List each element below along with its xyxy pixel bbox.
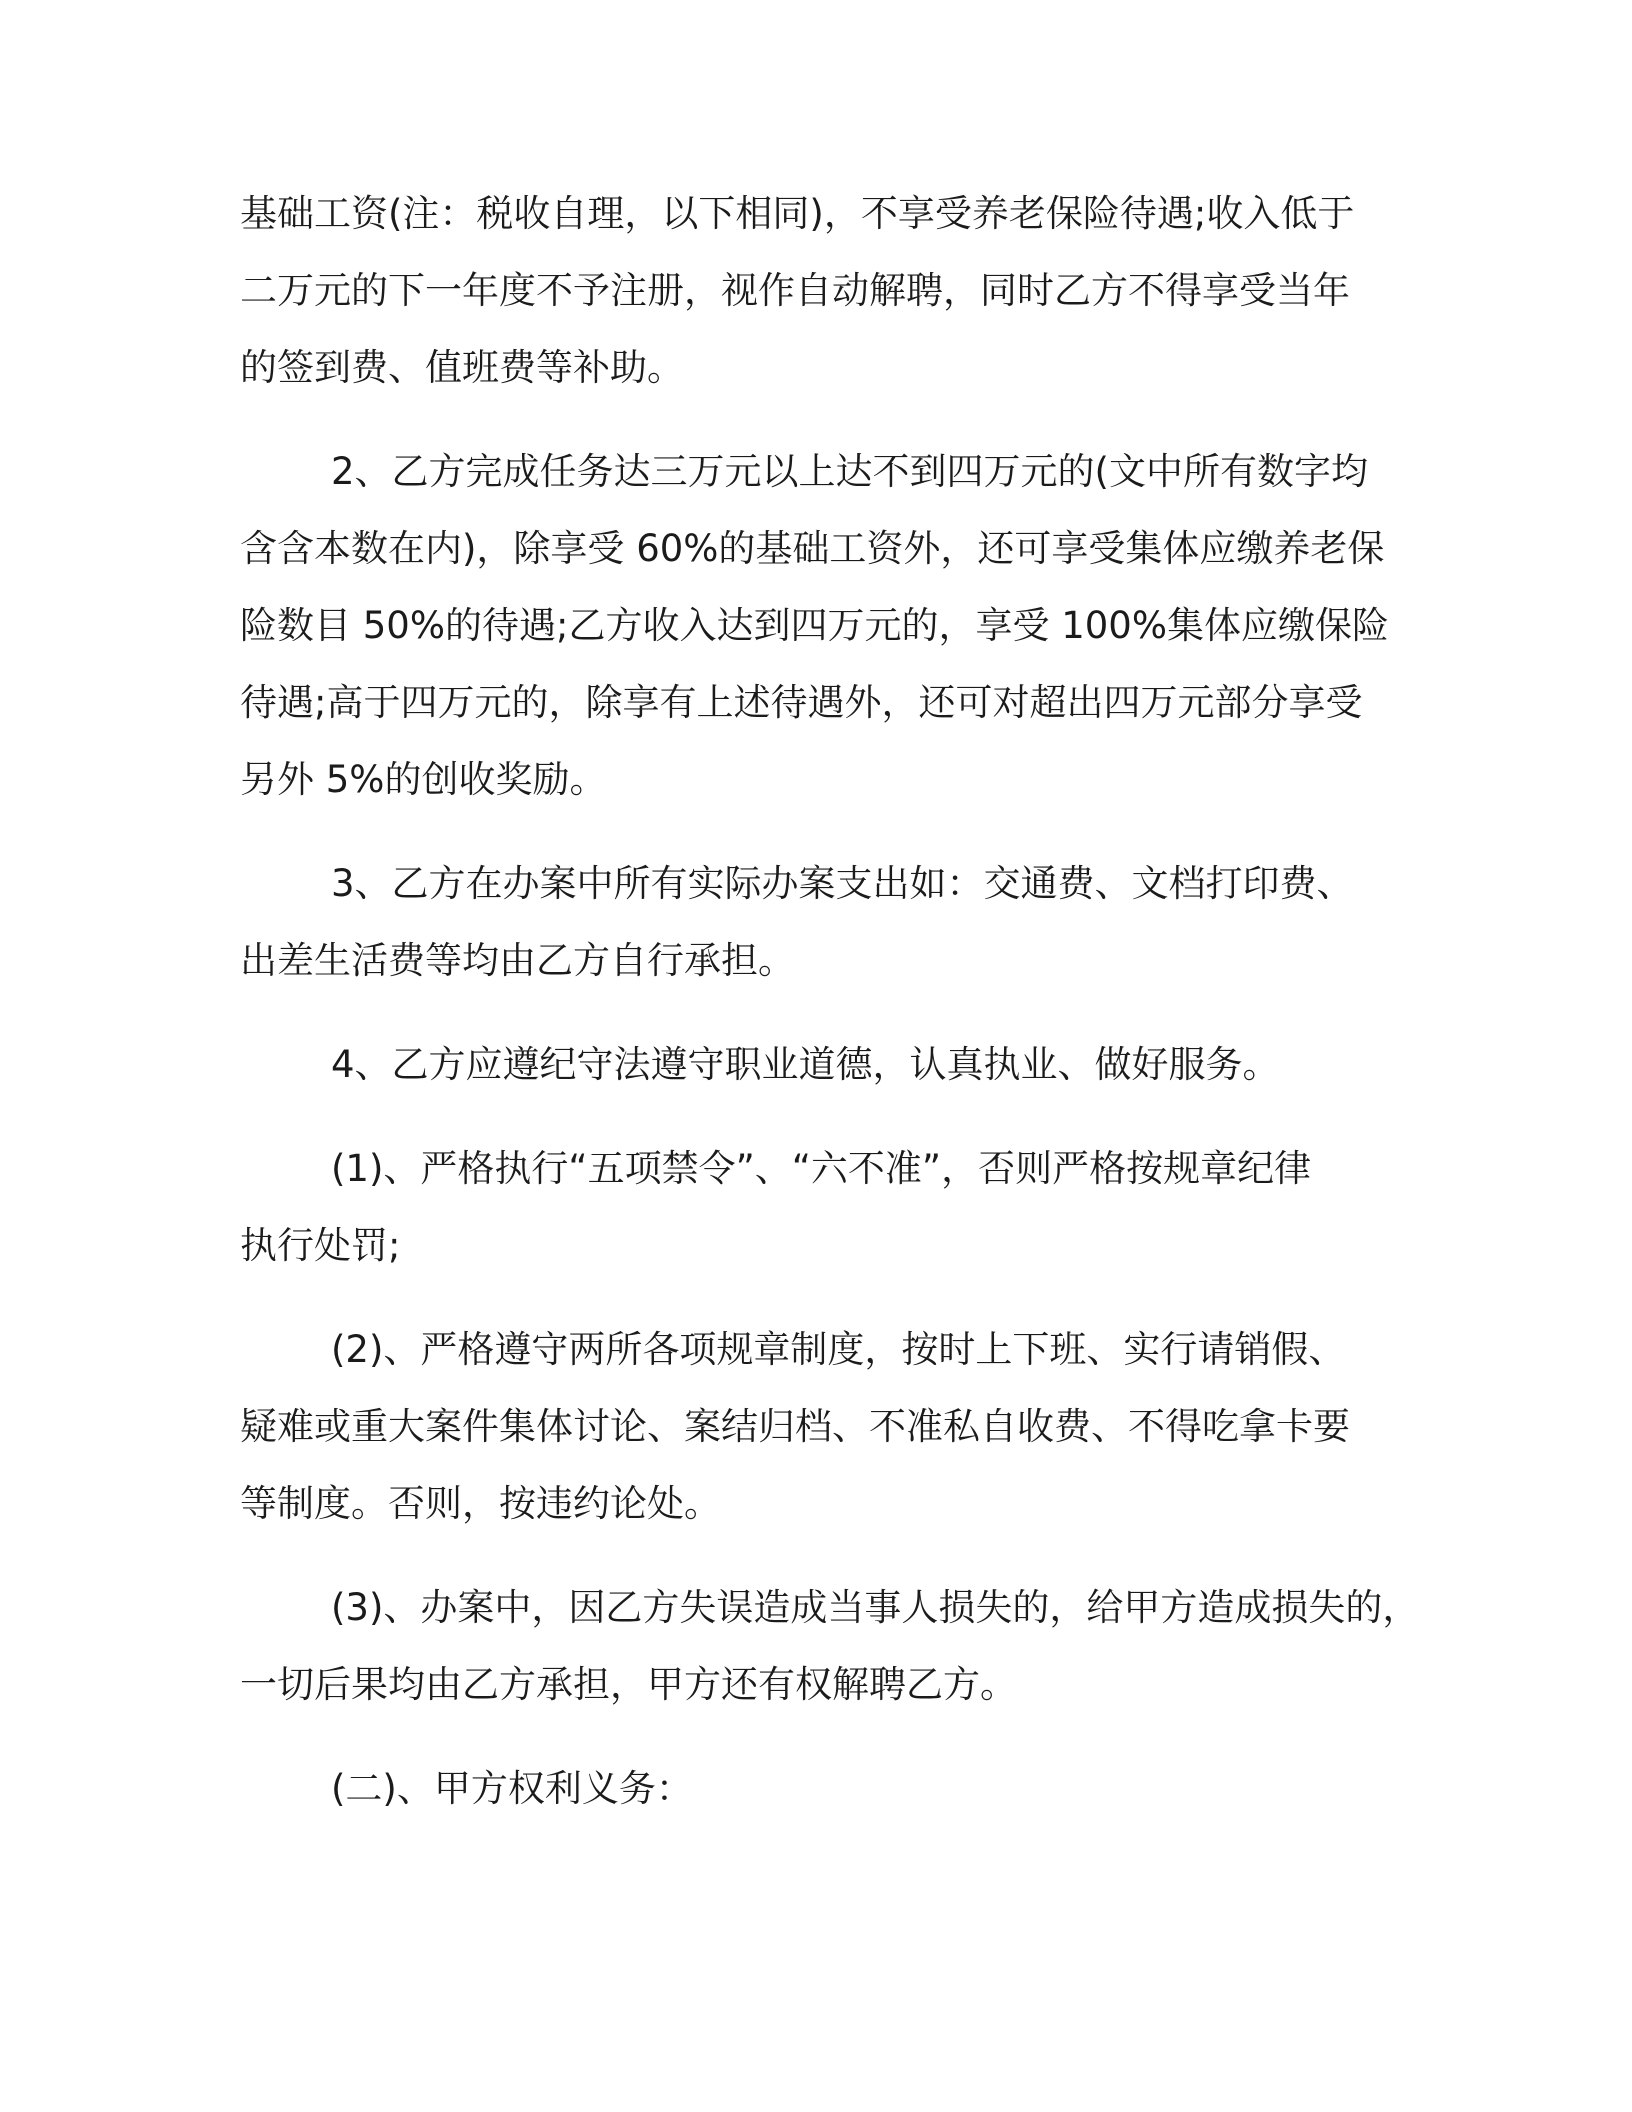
text-line: 出差生活费等均由乙方自行承担。: [240, 939, 795, 982]
paragraph-continuation-salary: [240, 175, 1482, 406]
paragraph-clause-2: [240, 433, 1482, 818]
paragraph-subclause-2: [240, 1311, 1482, 1542]
paragraph-clause-3: [240, 845, 1482, 999]
text-line: (1)、严格执行“五项禁令”、“六不准”，否则严格按规章纪律: [331, 1147, 1312, 1190]
text-line: 险数目 50%的待遇;乙方收入达到四万元的，享受 100%集体应缴保险: [240, 604, 1390, 647]
paragraph-subclause-1: [240, 1130, 1482, 1284]
text-line: (3)、办案中，因乙方失误造成当事人损失的，给甲方造成损失的，: [331, 1586, 1420, 1629]
text-line: (二)、甲方权利义务：: [331, 1767, 693, 1810]
text-line: 另外 5%的创收奖励。: [240, 758, 607, 801]
text-line: (2)、严格遵守两所各项规章制度，按时上下班、实行请销假、: [331, 1328, 1346, 1371]
text-line: 2、乙方完成任务达三万元以上达不到四万元的(文中所有数字均: [331, 450, 1368, 493]
text-line: 基础工资(注：税收自理，以下相同)，不享受养老保险待遇;收入低于: [240, 192, 1355, 235]
text-line: 的签到费、值班费等补助。: [240, 346, 684, 389]
text-line: 疑难或重大案件集体讨论、案结归档、不准私自收费、不得吃拿卡要: [240, 1405, 1350, 1448]
paragraph-clause-4: [240, 1026, 1482, 1103]
text-line: 含含本数在内)，除享受 60%的基础工资外，还可享受集体应缴养老保: [240, 527, 1385, 570]
text-line: 待遇;高于四万元的，除享有上述待遇外，还可对超出四万元部分享受: [240, 681, 1363, 724]
text-line: 执行处罚;: [240, 1224, 401, 1267]
text-line: 等制度。否则，按违约论处。: [240, 1482, 721, 1525]
paragraph-subclause-3: [240, 1569, 1482, 1723]
text-line: 3、乙方在办案中所有实际办案支出如：交通费、文档打印费、: [331, 862, 1354, 905]
section-heading-party-a-rights: [240, 1750, 1482, 1827]
text-line: 一切后果均由乙方承担，甲方还有权解聘乙方。: [240, 1663, 1017, 1706]
text-line: 4、乙方应遵纪守法遵守职业道德，认真执业、做好服务。: [331, 1043, 1280, 1086]
text-line: 二万元的下一年度不予注册，视作自动解聘，同时乙方不得享受当年: [240, 269, 1350, 312]
